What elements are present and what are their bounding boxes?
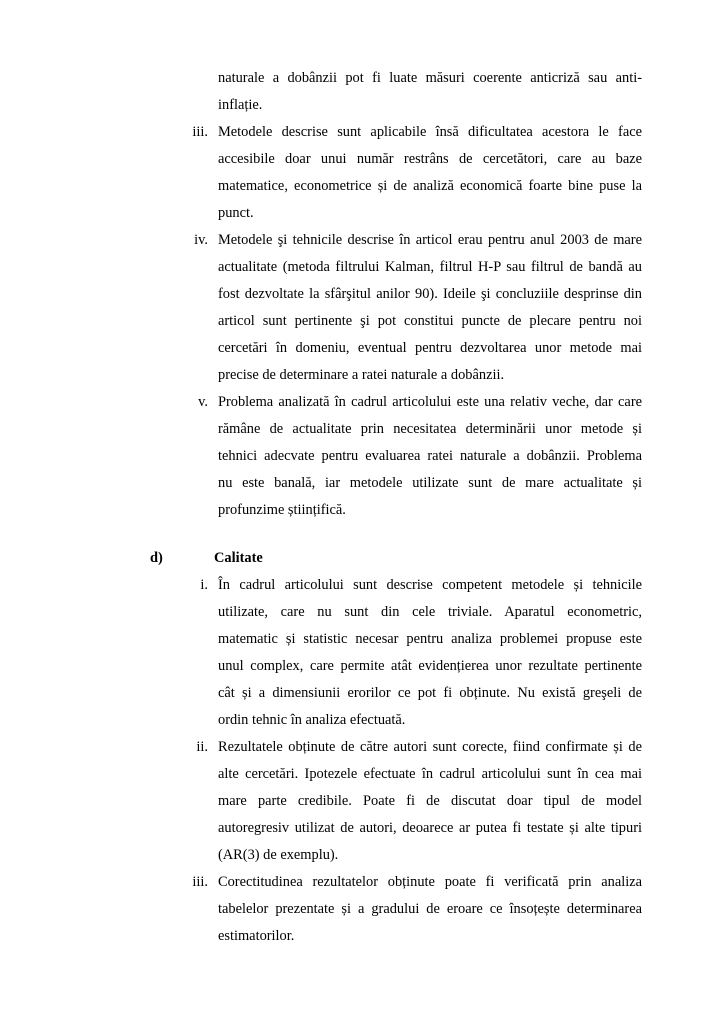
- text-line: naturale a dobânzii pot fi luate măsuri coerente anticriză sau anti-: [218, 70, 642, 86]
- text-line: accesibile doar unui număr restrâns de cercetători, care au baze: [218, 151, 642, 167]
- list-number: iv.: [194, 232, 208, 248]
- text-line: Rezultatele obținute de către autori sunt corecte, fiind confirmate și de: [218, 739, 642, 755]
- list-number: i.: [200, 577, 208, 593]
- section-heading: Calitate: [214, 550, 263, 566]
- text-line: matematic și statistic necesar pentru analiza problemei propuse este: [218, 631, 642, 647]
- text-line: cercetări în domeniu, eventual pentru dezvoltarea unor metode mai: [218, 340, 642, 356]
- text-line: Metodele şi tehnicile descrise în articol erau pentru anul 2003 de mare: [218, 232, 642, 248]
- text-line: precise de determinare a ratei naturale a dobânzii.: [218, 367, 505, 383]
- text-line: estimatorilor.: [218, 928, 295, 944]
- text-line: mare parte credibile. Poate fi de discutat doar tipul de model: [218, 793, 642, 809]
- list-number: iii.: [192, 124, 208, 140]
- text-line: alte cercetări. Ipotezele efectuate în cadrul articolului sunt în cea mai: [218, 766, 642, 782]
- text-line: Problema analizată în cadrul articolului este una relativ veche, dar care: [218, 394, 642, 410]
- text-line: inflație.: [218, 97, 263, 113]
- section-label: d): [150, 550, 163, 566]
- text-line: Corectitudinea rezultatelor obținute poate fi verificată prin analiza: [218, 874, 642, 890]
- text-line: utilizate, care nu sunt din cele triviale. Aparatul econometric,: [218, 604, 642, 620]
- text-line: profunzime științifică.: [218, 502, 346, 518]
- text-line: fost dezvoltate la sfârşitul anilor 90). Ideile şi concluziile desprinse din: [218, 286, 642, 302]
- text-line: nu este banală, iar metodele utilizate sunt de mare actualitate și: [218, 475, 642, 491]
- text-line: actualitate (metoda filtrului Kalman, filtrul H-P sau filtrul de bandă au: [218, 259, 642, 275]
- text-line: (AR(3) de exemplu).: [218, 847, 339, 863]
- text-line: cât și a dimensiunii erorilor ce pot fi obținute. Nu există greşeli de: [218, 685, 642, 701]
- text-line: rămâne de actualitate prin necesitatea determinării unor metode și: [218, 421, 642, 437]
- text-line: Metodele descrise sunt aplicabile însă dificultatea acestora le face: [218, 124, 642, 140]
- text-line: tabelelor prezentate și a gradului de eroare ce însoțește determinarea: [218, 901, 642, 917]
- text-line: tehnici adecvate pentru evaluarea ratei naturale a dobânzii. Problema: [218, 448, 642, 464]
- text-line: articol sunt pertinente şi pot constitui puncte de plecare pentru noi: [218, 313, 642, 329]
- text-line: matematice, econometrice și de analiză economică foarte bine puse la: [218, 178, 642, 194]
- list-number: v.: [198, 394, 208, 410]
- list-number: ii.: [196, 739, 208, 755]
- list-number: iii.: [192, 874, 208, 890]
- text-line: autoregresiv utilizat de autori, deoarece ar putea fi testate și alte tipuri: [218, 820, 642, 836]
- text-line: ordin tehnic în analiza efectuată.: [218, 712, 406, 728]
- text-line: punct.: [218, 205, 254, 221]
- text-line: unul complex, care permite atât evidențierea unor rezultate pertinente: [218, 658, 642, 674]
- text-line: În cadrul articolului sunt descrise competent metodele și tehnicile: [218, 577, 642, 593]
